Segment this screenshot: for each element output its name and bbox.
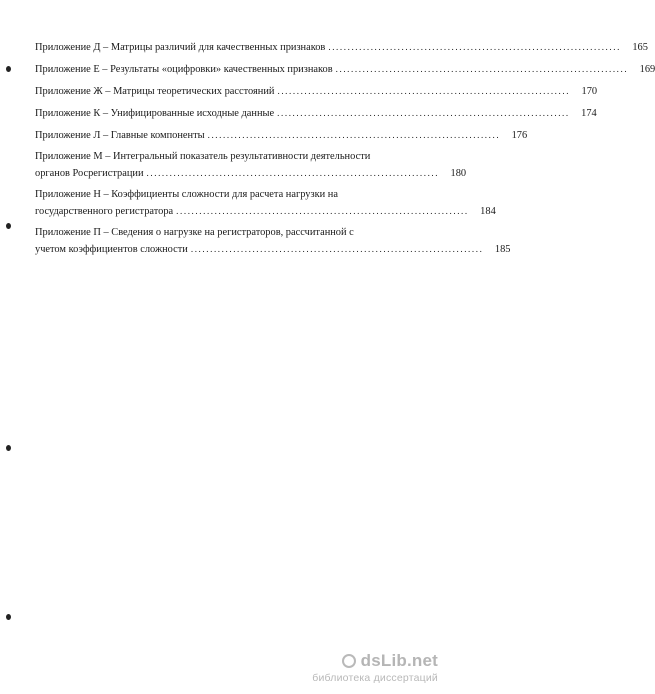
binding-hole-mark bbox=[6, 614, 11, 620]
dot-leader: ............................................................................ bbox=[207, 130, 501, 140]
toc-entry-label: Приложение Ж – Матрицы теоретических расстояний bbox=[35, 86, 275, 97]
toc-entry-p bbox=[35, 225, 511, 258]
dot-leader: ............................................................................ bbox=[328, 42, 621, 52]
toc-entry-label: Приложение Д – Матрицы различий для качественных признаков bbox=[35, 42, 326, 53]
watermark bbox=[312, 651, 438, 684]
toc-entry-first-line: Приложение М – Интегральный показатель результативности деятельности bbox=[35, 151, 371, 162]
dot-leader: ............................................................................ bbox=[190, 244, 484, 254]
toc-entry-d bbox=[35, 39, 648, 56]
toc-page-number: 176 bbox=[511, 130, 528, 141]
toc-entry-label: Приложение Л – Главные компоненты bbox=[35, 130, 205, 141]
dot-leader: ............................................................................ bbox=[277, 108, 570, 118]
watermark-logo: dsLib.net bbox=[360, 651, 438, 670]
dot-leader: ............................................................................ bbox=[146, 168, 440, 178]
toc-page-number: 170 bbox=[581, 86, 598, 97]
toc-page-number: 174 bbox=[581, 108, 597, 119]
toc-entry-label: органов Росрегистрации bbox=[35, 168, 144, 179]
toc-entry-k bbox=[35, 105, 597, 122]
watermark-tagline: библиотека диссертаций bbox=[312, 672, 438, 684]
table-of-contents bbox=[35, 39, 655, 263]
toc-entry-n bbox=[35, 187, 496, 220]
toc-entry-m bbox=[35, 149, 467, 182]
toc-page-number: 184 bbox=[480, 206, 496, 217]
dot-leader: ............................................................................ bbox=[277, 86, 571, 96]
toc-entry-zh bbox=[35, 83, 598, 100]
toc-entry-l bbox=[35, 127, 528, 144]
toc-entry-label: учетом коэффициентов сложности bbox=[35, 244, 188, 255]
toc-page-number: 180 bbox=[450, 168, 467, 179]
toc-page-number: 165 bbox=[632, 42, 648, 53]
toc-entry-label: Приложение К – Унифицированные исходные данные bbox=[35, 108, 275, 119]
binding-hole-mark bbox=[6, 445, 11, 451]
toc-entry-e bbox=[35, 61, 655, 78]
toc-page-number: 185 bbox=[494, 244, 511, 255]
toc-entry-label: Приложение Е – Результаты «оцифровки» качественных признаков bbox=[35, 64, 333, 75]
toc-entry-label: государственного регистратора bbox=[35, 206, 174, 217]
dot-leader: ............................................................................ bbox=[176, 206, 469, 216]
binding-hole-mark bbox=[6, 66, 11, 72]
toc-entry-first-line: Приложение П – Сведения о нагрузке на регистраторов, рассчитанной с bbox=[35, 227, 354, 238]
dot-leader: ............................................................................ bbox=[335, 64, 629, 74]
logo-icon bbox=[342, 654, 356, 668]
binding-hole-mark bbox=[6, 223, 11, 229]
toc-page-number: 169 bbox=[639, 64, 655, 75]
toc-entry-first-line: Приложение Н – Коэффициенты сложности для расчета нагрузки на bbox=[35, 189, 338, 200]
